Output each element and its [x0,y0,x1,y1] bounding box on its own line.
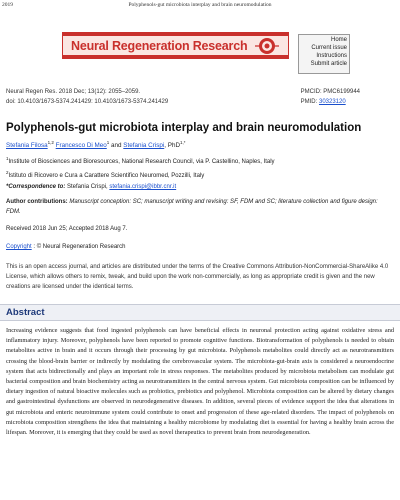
copyright-link[interactable]: Copyright [6,244,32,250]
author-sup-filosa: 1,2 [47,140,54,145]
affiliation-2-sup: 2 [6,170,9,175]
affiliation-1-sup: 1 [6,156,9,161]
nav-current-issue[interactable]: Current issue [311,45,347,51]
author-list [6,140,186,149]
journal-logo-icon [252,36,282,56]
doi-text: doi: 10.4103/1673-5374.241429: 10.4103/1673-5374.241429 [6,99,169,105]
nav-submit-article[interactable]: Submit article [310,61,347,67]
affiliation-1 [6,156,275,165]
author-link-filosa[interactable]: Stefania Filosa [6,142,48,150]
page-header [0,2,400,12]
license-text: This is an open access journal, and articles are distributed under the terms of the Creative Commons Attribution-NonCommercial-ShareAlike 4.0 License, which allows others to remix, tweak, and build upon the work non-commercially, as long as appropriate credit is given and the new creations are licensed under the identical terms. [6,264,389,290]
affiliation-1-text: Institute of Biosciences and Bioresources, National Research Council, via P. Castellino, Naples, Italy [8,159,275,165]
pmid-line [301,97,360,107]
banner-bottom-bar [63,55,288,58]
pmid-link[interactable]: 30323120 [318,99,346,105]
citation-text: Neural Regen Res. 2018 Dec; 13(12): 2055–2059. [6,89,141,95]
pmcid-text: PMCID: PMC6199944 [300,89,360,95]
correspondence [6,184,176,190]
affiliation-2 [6,170,204,179]
pmid-label: PMID: [300,99,319,105]
article-dates: Received 2018 Jun 25; Accepted 2018 Aug 7. [6,226,128,232]
corresp-name: Stefania Crispi, [65,184,110,190]
author-link-crispi[interactable]: Stefania Crispi [123,142,165,150]
header-year: 2019 [2,2,13,8]
author-link-dimeo[interactable]: Francesco Di Meo [55,142,107,150]
contrib-text: Manuscript conception: SC; manuscript writing and revising: SF, FDM and SC; literature collection and figure design: FDM. [6,199,378,215]
author-sup-dimeo: 1 [106,140,110,145]
running-title: Polyphenols-gut microbiota interplay and brain neuromodulation [128,2,272,8]
abstract-body: Increasing evidence suggests that food ingested polyphenols can have beneficial effects in neuronal protection acting against oxidative stress and inflammatory injury. Moreover, polyphenols have been reported to promote cognitive functions. Biotransformation of polyphenols is needed to obtain metabolites active in brain and it occurs through their processing by gut microbiota. Polyphenols metabolites could directly act as neurotransmitters crossing the blood-brain barrier or indirectly by modulating the cerebrovascular system. The microbiota-gut-brain axis is considered a neuroendocrine system that acts bidirectionally and plays an important role in stress responses. The metabolites produced by microbiota metabolism can modulate gut bacterial composition and brain biochemistry acting as neurotransmitters in the central nervous system. Gut microbiota composition can be influenced by dietary ingestion of natural bioactive molecules such as probiotics, prebiotics and polyphenol. Microbiota composition can be altered by dietary changes and gastrointestinal dysfunctions are observed in neurodegenerative diseases. In addition, several pieces of evidence support the idea that alterations in gut microbiota and enteric neuroimmune system could contribute to onset and progression of these age-related disorders. The impact of polyphenols on microbiota composition strengthens the idea that maintaining a healthy microbiome by modulating diet is essential for having a healthy brain across the lifespan. Moreover, it is emerging that they could be used as novel therapeutics to prevent brain from neurodegeneration. [6,327,394,437]
identifier-block [301,87,360,107]
abstract-heading: Abstract [6,307,45,318]
article-title: Polyphenols-gut microbiota interplay and brain neuromodulation [6,122,362,134]
abstract-heading-bar [0,304,400,321]
affiliation-2-text: Istituto di Ricovero e Cura a Carattere Scientifico Neuromed, Pozzilli, Italy [8,173,205,179]
copyright-line [6,244,126,250]
corresp-email-link[interactable]: stefania.crispi@ibbr.cnr.it [109,184,177,190]
journal-nav [298,34,350,74]
nav-home[interactable]: Home [330,37,347,43]
author-join: and [109,142,124,150]
corresp-label: *Correspondence to: [6,184,66,190]
contrib-label: Author contributions: [6,199,68,205]
author-sup-crispi: 1,* [180,140,186,145]
nav-instructions[interactable]: Instructions [316,53,347,59]
journal-title: Neural Regeneration Research [71,39,248,53]
author-suffix: , PhD [164,142,180,150]
citation-block [6,87,168,107]
author-contributions [6,198,394,217]
copyright-text: : © Neural Regeneration Research [31,244,126,250]
journal-banner[interactable] [62,32,289,59]
